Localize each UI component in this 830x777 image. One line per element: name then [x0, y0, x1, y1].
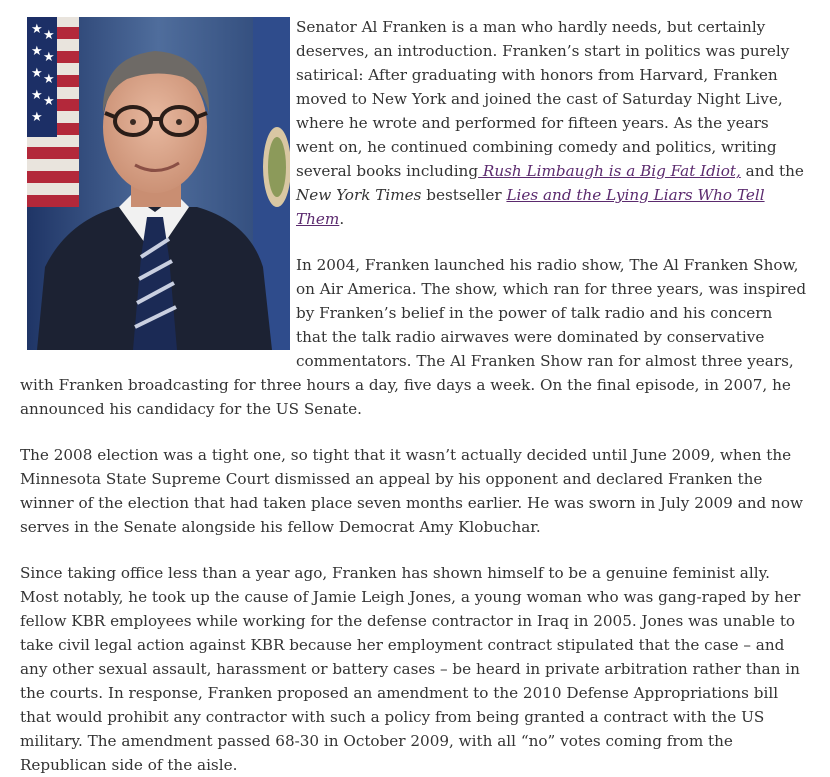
svg-text:★: ★	[43, 50, 55, 65]
svg-text:★: ★	[31, 88, 43, 103]
link-lies-book[interactable]: Lies and the Lying Liars Who Tell Them	[296, 186, 765, 228]
svg-text:★: ★	[31, 22, 43, 37]
svg-text:★: ★	[43, 28, 55, 43]
svg-text:★: ★	[43, 94, 55, 109]
senator-portrait-photo	[27, 17, 290, 350]
publication-name: New York Times	[296, 186, 422, 204]
feminist-ally-paragraph: Since taking office less than a year ago, Franken has shown himself to be a genuine feminist ally. Most notably, he took up the cause of Jamie Leigh Jones, a young woman who was gang-raped by her fellow KBR employees while working for the defense contractor in Iraq in 2005. Jones was unable to take civil legal action against KBR because her employment contract stipulated that the case – and any other sexual assault, harassment or battery cases – be heard in private arbitration rather than in the courts. In response, Franken proposed an amendment to the 2010 Defense Appropriations bill that would prohibit any contractor with such a policy from being granted a contract with the US military. The amendment passed 68-30 in October 2009, with all “no” votes coming from the Republican side of the aisle.	[20, 564, 801, 774]
portrait-illustration	[27, 17, 290, 350]
us-flag	[27, 17, 79, 207]
election-paragraph: The 2008 election was a tight one, so tight that it wasn’t actually decided until June 2009, when the Minnesota State Supreme Court dismissed an appeal by his opponent and declared Franken the winner of the election that had taken place seven months earlier. He was sworn in July 2009 and now serves in the Senate alongside his fellow Democrat Amy Klobuchar.	[20, 446, 803, 536]
svg-text:★: ★	[31, 44, 43, 59]
intro-paragraph: Senator Al Franken is a man who hardly needs, but certainly deserves, an introduction. Franken’s start in politics was purely satirical: After graduating with honors from Harvard, Franken moved to New York and joined the cast of Saturday Night Live, where he wrote and performed for fifteen years. As the years went on, he continued combining comedy and politics, writing several books including Rush Limbaugh is a Big Fat Idiot, and the New York Times bestseller Lies and the Lying Liars Who Tell Them.	[296, 18, 804, 228]
svg-text:★: ★	[43, 72, 55, 87]
svg-text:★: ★	[31, 66, 43, 81]
radio-show-paragraph: In 2004, Franken launched his radio show, The Al Franken Show, on Air America. The show, which ran for three years, was inspired by Franken’s belief in the power of talk radio and his concern that the talk radio airwaves were dominated by conservative commentators. The Al Franken Show ran for almost three years, with Franken broadcasting for three hours a day, five days a week. On the final episode, in 2007, he announced his candidacy for the US Senate.	[20, 256, 807, 418]
link-rush-limbaugh-book[interactable]: Rush Limbaugh is a Big Fat Idiot,	[478, 162, 741, 180]
svg-text:★: ★	[31, 110, 43, 125]
